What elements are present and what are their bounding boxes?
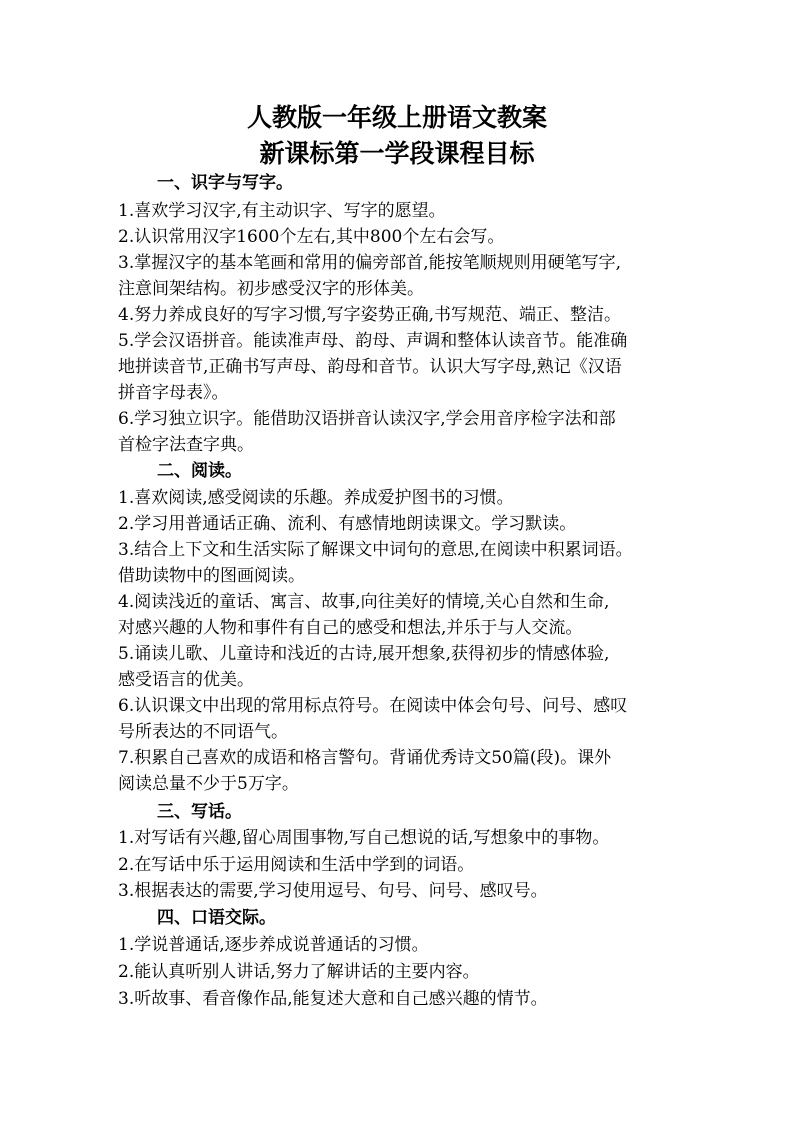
paragraph-line: 3.结合上下文和生活实际了解课文中词句的意思,在阅读中积累词语。: [118, 540, 633, 560]
paragraph-line: 1.喜欢学习汉字,有主动识字、写字的愿望。: [118, 201, 446, 221]
paragraph-line: 2.在写话中乐于运用阅读和生活中学到的词语。: [118, 855, 475, 875]
section-heading-literacy: 一、识字与写字。: [157, 173, 293, 193]
paragraph-line: 4.阅读浅近的童话、寓言、故事,向往美好的情境,关心自然和生命,: [118, 592, 610, 612]
paragraph-line: 6.认识课文中出现的常用标点符号。在阅读中体会句号、问号、感叹: [118, 696, 628, 716]
paragraph-line: 6.学习独立识字。能借助汉语拼音认读汉字,学会用音序检字法和部: [118, 409, 616, 429]
paragraph-line: 4.努力养成良好的写字习惯,写字姿势正确,书写规范、端正、整洁。: [118, 305, 622, 325]
paragraph-line: 阅读总量不少于5万字。: [118, 774, 299, 794]
section-heading-writing: 三、写话。: [157, 802, 242, 822]
paragraph-line: 对感兴趣的人物和事件有自己的感受和想法,并乐于与人交流。: [118, 618, 583, 638]
paragraph-line: 拼音字母表》。: [118, 383, 229, 403]
paragraph-line: 7.积累自己喜欢的成语和格言警句。背诵优秀诗文50篇(段)。课外: [118, 748, 612, 768]
paragraph-line: 2.能认真听别人讲话,努力了解讲话的主要内容。: [118, 962, 480, 982]
paragraph-line: 感受语言的优美。: [118, 670, 254, 690]
paragraph-line: 3.掌握汉字的基本笔画和常用的偏旁部首,能按笔顺规则用硬笔写字,: [118, 253, 622, 273]
document-title: 人教版一年级上册语文教案: [246, 103, 547, 132]
paragraph-line: 1.对写话有兴趣,留心周围事物,写自己想说的话,写想象中的事物。: [118, 828, 610, 848]
paragraph-line: 2.认识常用汉字1600个左右,其中800个左右会写。: [118, 227, 505, 247]
paragraph-line: 1.学说普通话,逐步养成说普通话的习惯。: [118, 935, 429, 955]
section-heading-reading: 二、阅读。: [157, 461, 242, 481]
paragraph-line: 3.听故事、看音像作品,能复述大意和自己感兴趣的情节。: [118, 989, 548, 1009]
paragraph-line: 3.根据表达的需要,学习使用逗号、句号、问号、感叹号。: [118, 881, 548, 901]
paragraph-line: 5.诵读儿歌、儿童诗和浅近的古诗,展开想象,获得初步的情感体验,: [118, 644, 610, 664]
document-subtitle: 新课标第一学段课程目标: [259, 139, 535, 168]
paragraph-line: 借助读物中的图画阅读。: [118, 566, 305, 586]
paragraph-line: 首检字法查字典。: [118, 435, 254, 455]
paragraph-line: 1.喜欢阅读,感受阅读的乐趣。养成爱护图书的习惯。: [118, 488, 514, 508]
paragraph-line: 号所表达的不同语气。: [118, 722, 288, 742]
paragraph-line: 2.学习用普通话正确、流利、有感情地朗读课文。学习默读。: [118, 514, 577, 534]
section-heading-oral-communication: 四、口语交际。: [157, 908, 276, 928]
paragraph-line: 地拼读音节,正确书写声母、韵母和音节。认识大写字母,熟记《汉语: [118, 357, 622, 377]
paragraph-line: 注意间架结构。初步感受汉字的形体美。: [118, 279, 424, 299]
paragraph-line: 5.学会汉语拼音。能读准声母、韵母、声调和整体认读音节。能准确: [118, 331, 628, 351]
